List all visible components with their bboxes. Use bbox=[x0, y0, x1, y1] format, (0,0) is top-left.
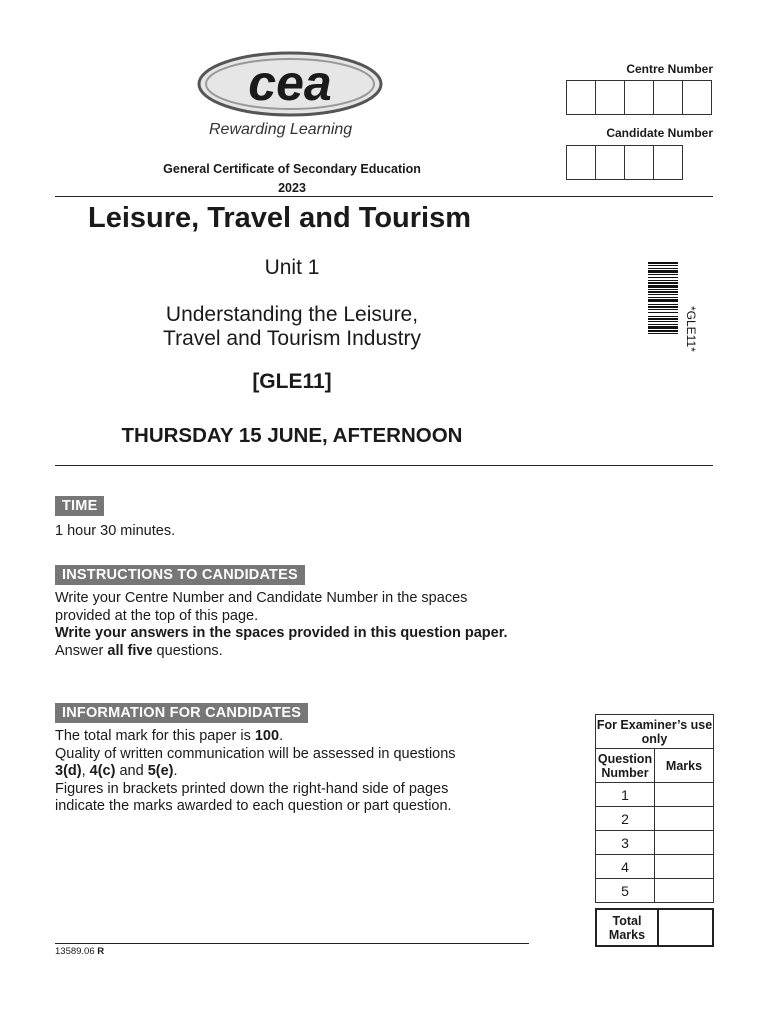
question-number: 5 bbox=[596, 879, 655, 903]
question-number-header: Question Number bbox=[596, 749, 655, 783]
marks-cell[interactable] bbox=[655, 783, 714, 807]
exam-year: 2023 bbox=[278, 181, 306, 195]
barcode-bar bbox=[648, 289, 678, 290]
paper-unit: Unit 1 bbox=[264, 256, 320, 279]
candidate-number-field[interactable] bbox=[566, 145, 683, 180]
barcode-bar bbox=[648, 274, 678, 275]
barcode-bar bbox=[648, 270, 678, 273]
barcode-text: *GLE11* bbox=[684, 306, 698, 352]
subject-line: Understanding the Leisure, bbox=[165, 303, 419, 326]
centre-number-field[interactable] bbox=[566, 80, 712, 115]
question-number: 1 bbox=[596, 783, 655, 807]
barcode-bar bbox=[648, 297, 678, 298]
barcode-bar bbox=[648, 299, 678, 302]
barcode-bar bbox=[648, 282, 678, 284]
header-divider bbox=[55, 196, 713, 197]
subject-line: Travel and Tourism Industry bbox=[163, 327, 421, 350]
marks-cell[interactable] bbox=[655, 855, 714, 879]
centre-number-cell[interactable] bbox=[683, 81, 711, 114]
instruction-line-bold: Write your answers in the spaces provided in this question paper. bbox=[55, 625, 508, 642]
total-marks-cell[interactable] bbox=[658, 909, 713, 946]
info-line: The total mark for this paper is 100. bbox=[55, 728, 284, 744]
centre-number-cell[interactable] bbox=[596, 81, 625, 114]
information-text bbox=[55, 728, 485, 816]
candidate-number-label: Candidate Number bbox=[606, 126, 713, 140]
exam-date: THURSDAY 15 JUNE, AFTERNOON bbox=[121, 424, 463, 447]
centre-number-cell[interactable] bbox=[654, 81, 683, 114]
title-divider bbox=[55, 465, 713, 466]
question-number: 4 bbox=[596, 855, 655, 879]
barcode-bar bbox=[648, 318, 678, 320]
candidate-number-cell[interactable] bbox=[654, 146, 682, 179]
barcode-bar bbox=[648, 324, 678, 325]
barcode-bar bbox=[648, 309, 678, 310]
centre-number-cell[interactable] bbox=[567, 81, 596, 114]
examiner-table bbox=[595, 714, 714, 903]
logo-tagline: Rewarding Learning bbox=[209, 121, 353, 138]
barcode-bar bbox=[648, 277, 678, 278]
info-line: Figures in brackets printed down the right-hand side of pages indicate the marks awarded to each question or part question. bbox=[55, 780, 452, 815]
qualification-block bbox=[100, 160, 484, 198]
examiner-table-heading: For Examiner’s use only bbox=[596, 715, 714, 749]
barcode-bar bbox=[648, 268, 678, 269]
instruction-line: Write your Centre Number and Candidate Number in the spaces provided at the top of this page. bbox=[55, 590, 468, 624]
time-heading: TIME bbox=[55, 496, 104, 516]
question-number: 3 bbox=[596, 831, 655, 855]
centre-number-label: Centre Number bbox=[626, 62, 713, 76]
information-heading: INFORMATION FOR CANDIDATES bbox=[55, 703, 308, 723]
barcode-bar bbox=[648, 291, 678, 293]
candidate-number-cell[interactable] bbox=[567, 146, 596, 179]
total-marks-table bbox=[595, 908, 714, 947]
barcode-bar bbox=[648, 265, 678, 266]
barcode-bar bbox=[648, 333, 678, 334]
barcode bbox=[648, 262, 678, 398]
barcode-bar bbox=[648, 316, 678, 317]
marks-header: Marks bbox=[655, 749, 714, 783]
instructions-heading: INSTRUCTIONS TO CANDIDATES bbox=[55, 565, 305, 585]
barcode-bar bbox=[648, 294, 678, 295]
question-number: 2 bbox=[596, 807, 655, 831]
paper-subject bbox=[92, 303, 492, 351]
barcode-bar bbox=[648, 285, 678, 288]
barcode-bar bbox=[648, 262, 678, 264]
logo-text: cea bbox=[248, 55, 332, 111]
footer-code: 13589.06 R bbox=[55, 946, 105, 957]
centre-number-cell[interactable] bbox=[625, 81, 654, 114]
barcode-bar bbox=[648, 280, 678, 281]
total-marks-label: Total Marks bbox=[596, 909, 658, 946]
instructions-text bbox=[55, 590, 515, 660]
barcode-bar bbox=[648, 326, 678, 329]
marks-cell[interactable] bbox=[655, 831, 714, 855]
barcode-bar bbox=[648, 321, 678, 322]
time-text: 1 hour 30 minutes. bbox=[55, 523, 176, 539]
barcode-bar bbox=[648, 330, 678, 332]
marks-cell[interactable] bbox=[655, 807, 714, 831]
paper-title: Leisure, Travel and Tourism bbox=[88, 202, 472, 234]
candidate-number-cell[interactable] bbox=[596, 146, 625, 179]
instruction-line: Answer all five questions. bbox=[55, 642, 223, 659]
paper-code: [GLE11] bbox=[252, 370, 332, 393]
barcode-bar bbox=[648, 306, 678, 308]
info-line: Quality of written communication will be assessed in questions 3(d), 4(c) and 5(e). bbox=[55, 745, 456, 780]
candidate-number-cell[interactable] bbox=[625, 146, 654, 179]
cea-logo bbox=[196, 50, 384, 118]
barcode-bar bbox=[648, 304, 678, 305]
qualification-title: General Certificate of Secondary Education bbox=[163, 162, 421, 176]
barcode-bar bbox=[648, 312, 678, 313]
marks-cell[interactable] bbox=[655, 879, 714, 903]
footer-divider bbox=[55, 943, 529, 944]
